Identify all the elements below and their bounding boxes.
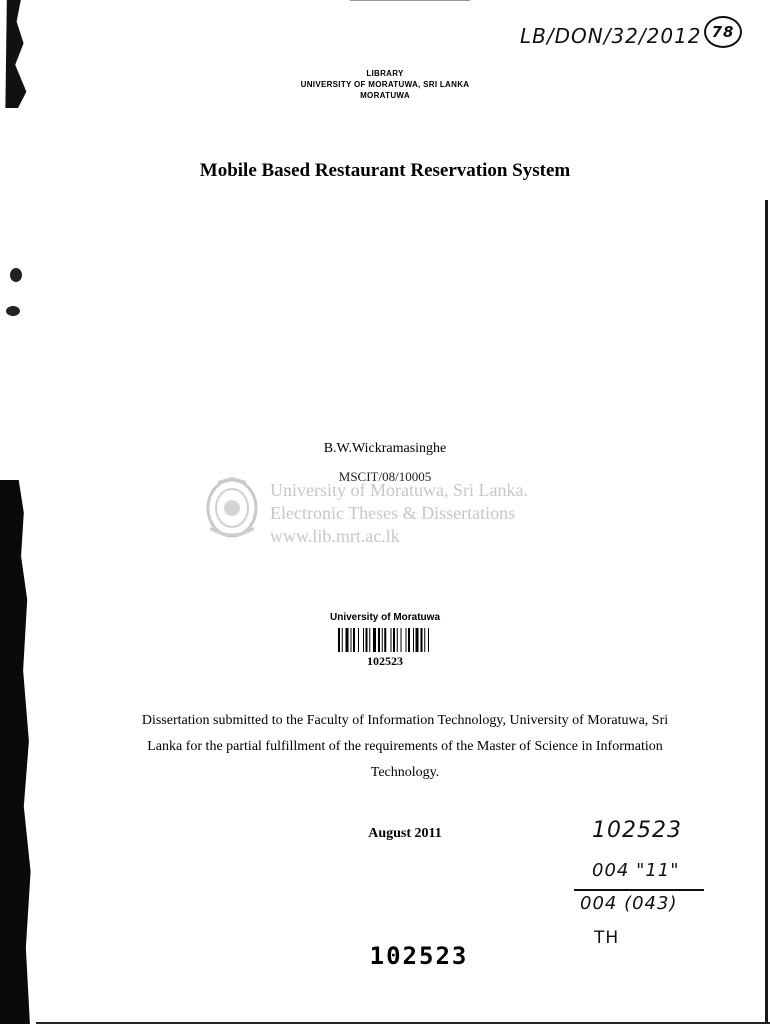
barcode-bar: [413, 628, 414, 652]
scan-artifact-top-line: [350, 0, 470, 1]
barcode-bar: [391, 628, 392, 652]
scan-speck: [10, 268, 22, 282]
barcode-bar: [401, 628, 402, 652]
scan-speck: [6, 306, 20, 316]
watermark-line2: Electronic Theses & Dissertations: [270, 503, 516, 523]
barcode-bar: [338, 628, 340, 652]
author-name: B.W.Wickramasinghe: [323, 441, 447, 456]
watermark-line3: www.lib.mrt.ac.lk: [270, 526, 400, 546]
stamped-accession-number: 102523: [369, 942, 469, 970]
library-stamp-line3: MORATUWA: [360, 91, 410, 100]
barcode-bar: [366, 628, 368, 652]
registration-number: MSCIT/08/10005: [338, 469, 432, 484]
handwritten-type-code: TH: [594, 928, 620, 948]
submission-date: August 2011: [368, 826, 442, 841]
document-title: Mobile Based Restaurant Reservation System: [199, 160, 571, 181]
barcode-bar: [373, 628, 376, 652]
scan-artifact-top-left: [4, 0, 32, 108]
university-crest-watermark-icon: [204, 476, 260, 540]
handwritten-location-code-2: 004 (043): [580, 893, 678, 914]
barcode-bar: [351, 628, 352, 652]
watermark-line1: University of Moratuwa, Sri Lanka.: [270, 480, 528, 500]
barcode-bar: [397, 628, 398, 652]
barcode-bar: [393, 628, 395, 652]
barcode-bar: [358, 628, 359, 652]
barcode-bar: [406, 628, 407, 652]
barcode-bar: [342, 628, 343, 652]
barcode-bar: [416, 628, 419, 652]
barcode-number: 102523: [367, 654, 403, 668]
barcode-bar: [421, 628, 423, 652]
barcode-bar: [369, 628, 370, 652]
barcode-bar: [353, 628, 355, 652]
handwritten-rule: [574, 889, 704, 891]
barcode-label: University of Moratuwa: [329, 612, 441, 623]
handwritten-accession-ref: LB/DON/32/2012: [520, 24, 702, 48]
library-stamp-line1: LIBRARY: [366, 69, 404, 78]
handwritten-location-code-1: 004 "11": [592, 860, 680, 881]
barcode-bar: [382, 628, 383, 652]
handwritten-accession-number: 102523: [592, 818, 682, 843]
barcode-bar: [428, 628, 429, 652]
submission-statement: Dissertation submitted to the Faculty of Information Technology, University of Moratuwa, Sri Lanka for the partial fulfillment of the requirements of the Master of Science in Information Technology.: [141, 713, 669, 780]
barcode-bar: [346, 628, 349, 652]
barcode-bar: [384, 628, 386, 652]
handwritten-circled-number: 78: [704, 16, 742, 48]
barcode-bar: [424, 628, 425, 652]
barcode-icon: [338, 628, 460, 652]
repository-watermark: [270, 479, 528, 548]
barcode-bar: [408, 628, 410, 652]
barcode-bar: [363, 628, 364, 652]
barcode-bar: [378, 628, 380, 652]
library-stamp-line2: UNIVERSITY OF MORATUWA, SRI LANKA: [300, 80, 470, 89]
library-stamp: [230, 68, 540, 101]
